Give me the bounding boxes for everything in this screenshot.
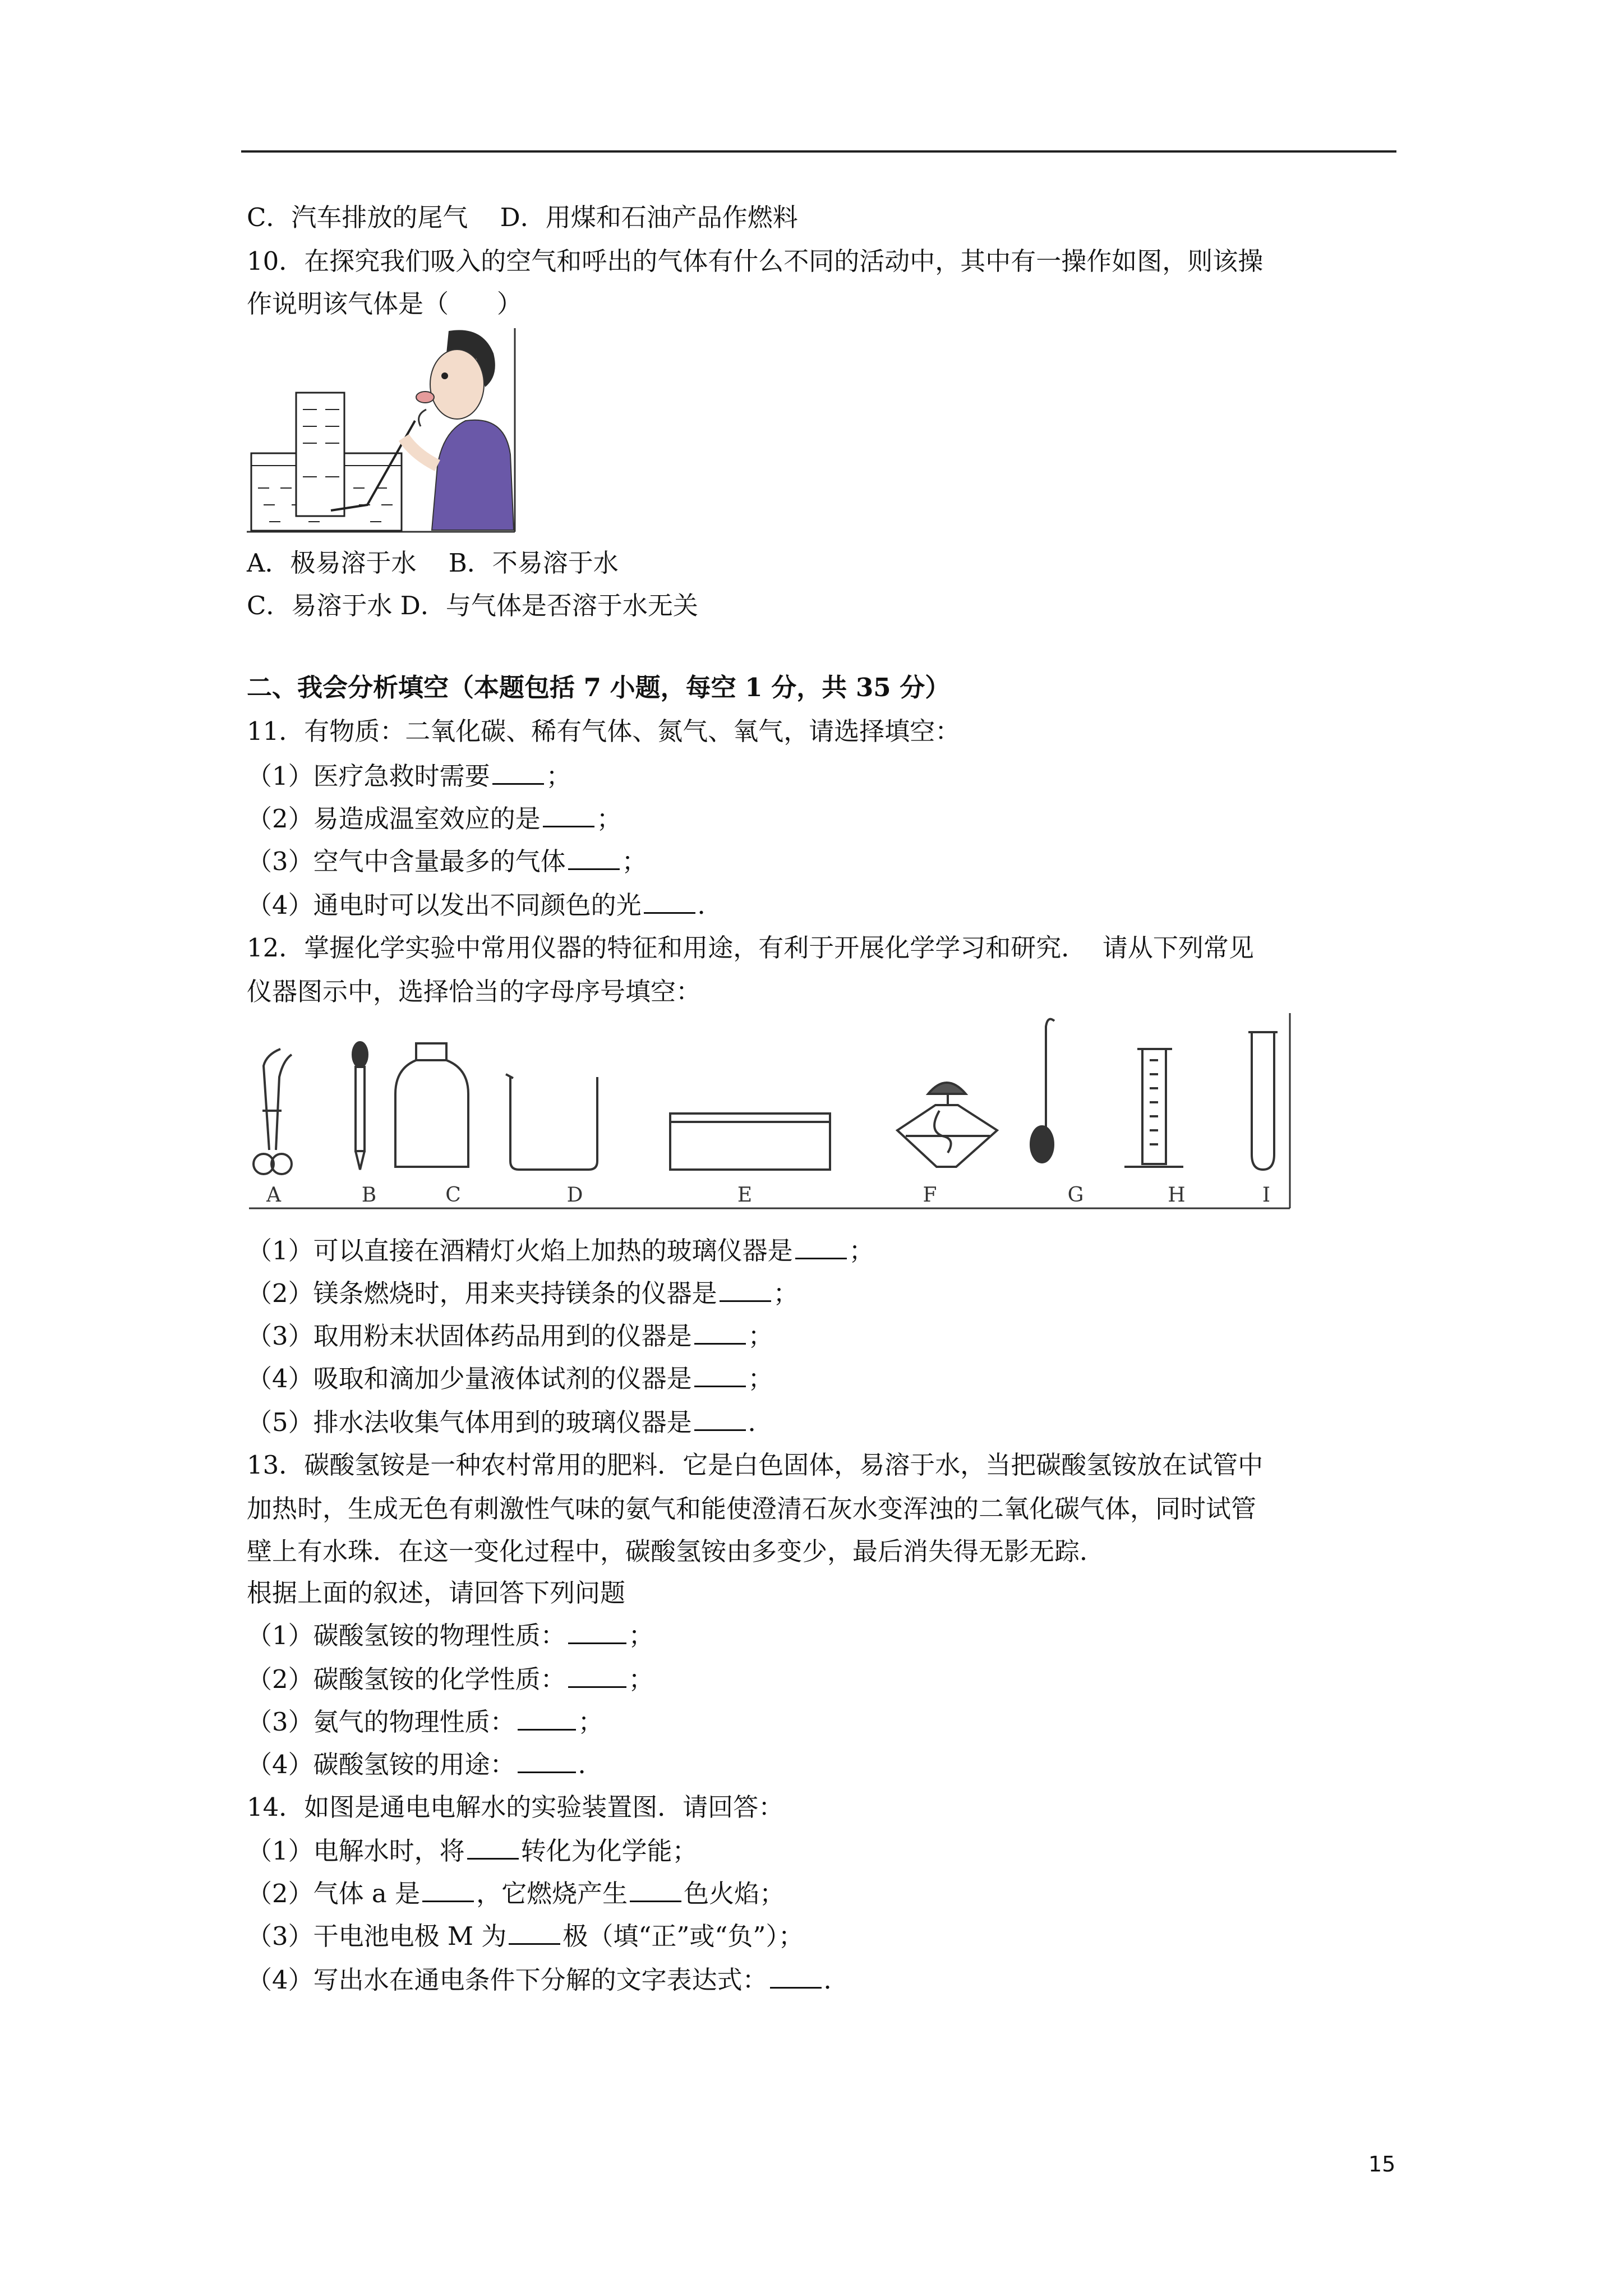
- q11-item-3: （3）空气中含量最多的气体 ；: [247, 846, 647, 876]
- answer-blank[interactable]: [518, 1706, 576, 1731]
- answer-blank[interactable]: [467, 1835, 519, 1860]
- answer-blank[interactable]: [644, 890, 695, 914]
- answer-blank[interactable]: [568, 1620, 626, 1644]
- q13-stem-line-2: 加热时，生成无色有刺激性气味的氨气和能使澄清石灰水变浑浊的二氧化碳气体，同时试管: [247, 1494, 1257, 1524]
- instrument-label: B: [361, 1184, 377, 1207]
- q11-stem: 11．有物质：二氧化碳、稀有气体、氮气、氧气，请选择填空：: [247, 716, 961, 746]
- q10-options-ab: A．极易溶于水 B．不易溶于水: [247, 548, 619, 578]
- exhaled-gas-collection-figure: [247, 325, 516, 533]
- answer-blank[interactable]: [694, 1320, 746, 1345]
- q10-stem-line-2: 作说明该气体是（ ）: [247, 289, 522, 319]
- q14-item-2: （2）气体 a 是 ，它燃烧产生 色火焰；: [247, 1879, 785, 1908]
- q13-item-1: （1）碳酸氢铵的物理性质： ；: [247, 1621, 654, 1650]
- q12-item-3: （3）取用粉末状固体药品用到的仪器是 ；: [247, 1321, 773, 1351]
- gas-collecting-bottle-drawing: [897, 1083, 997, 1167]
- answer-blank[interactable]: [568, 846, 620, 870]
- q11-item-1: （1）医疗急救时需要 ；: [247, 761, 571, 791]
- section-2-heading: 二、我会分析填空（本题包括 7 小题，每空 1 分，共 35 分）: [247, 673, 951, 702]
- instrument-label: G: [1067, 1184, 1084, 1207]
- answer-blank[interactable]: [543, 803, 594, 827]
- answer-blank[interactable]: [422, 1878, 474, 1902]
- q13-item-3: （3）氨气的物理性质： ；: [247, 1707, 603, 1737]
- answer-blank[interactable]: [509, 1921, 560, 1945]
- q13-item-4: （4）碳酸氢铵的用途： ．: [247, 1750, 603, 1779]
- q13-stem-line-1: 13．碳酸氢铵是一种农村常用的肥料．它是白色固体，易溶于水，当把碳酸氢铵放在试管中: [247, 1450, 1264, 1480]
- combustion-spoon-drawing: [1031, 1019, 1054, 1162]
- q14-item-4: （4）写出水在通电条件下分解的文字表达式： ．: [247, 1965, 849, 1995]
- instrument-label: A: [266, 1184, 281, 1207]
- header-rule: [241, 150, 1396, 153]
- q10-stem-line-1: 10．在探究我们吸入的空气和呼出的气体有什么不同的活动中，其中有一操作如图，则该操: [247, 246, 1264, 276]
- instrument-label: F: [923, 1184, 937, 1207]
- instrument-label: E: [737, 1184, 753, 1207]
- q10-options-cd: C．易溶于水 D．与气体是否溶于水无关: [247, 591, 698, 620]
- beaker-drawing: [506, 1074, 597, 1170]
- answer-blank[interactable]: [795, 1235, 847, 1259]
- q12-item-2: （2）镁条燃烧时，用来夹持镁条的仪器是 ；: [247, 1278, 799, 1308]
- dropper-drawing: [353, 1042, 367, 1170]
- instrument-label: D: [566, 1184, 583, 1207]
- q14-item-3: （3）干电池电极 M 为 极（填“正”或“负”）；: [247, 1921, 804, 1951]
- q9-options-cd: C．汽车排放的尾气 D．用煤和石油产品作燃料: [247, 203, 798, 232]
- q13-stem-line-3: 壁上有水珠．在这一变化过程中，碳酸氢铵由多变少，最后消失得无影无踪．: [247, 1536, 1105, 1566]
- answer-blank[interactable]: [568, 1664, 626, 1688]
- q14-stem: 14．如图是通电电解水的实验装置图．请回答：: [247, 1792, 784, 1822]
- graduated-cylinder-drawing: [1124, 1049, 1183, 1167]
- instrument-label: C: [445, 1184, 461, 1207]
- answer-blank[interactable]: [720, 1278, 771, 1302]
- crucible-tongs-drawing: [253, 1049, 292, 1174]
- q14-item-1: （1）电解水时，将 转化为化学能；: [247, 1836, 698, 1866]
- q12-stem-line-1: 12．掌握化学实验中常用仪器的特征和用途，有利于开展化学学习和研究． 请从下列常见: [247, 933, 1254, 963]
- lab-instruments-figure: [247, 1010, 1301, 1212]
- answer-blank[interactable]: [694, 1407, 746, 1431]
- instrument-label: H: [1168, 1184, 1186, 1207]
- q12-item-5: （5）排水法收集气体用到的玻璃仪器是 ．: [247, 1407, 773, 1437]
- answer-blank[interactable]: [694, 1363, 746, 1387]
- q12-item-4: （4）吸取和滴加少量液体试剂的仪器是 ；: [247, 1364, 773, 1393]
- q12-item-1: （1）可以直接在酒精灯火焰上加热的玻璃仪器是 ；: [247, 1236, 874, 1266]
- answer-blank[interactable]: [492, 761, 544, 785]
- q11-item-2: （2）易造成温室效应的是 ；: [247, 804, 622, 834]
- q13-item-2: （2）碳酸氢铵的化学性质： ；: [247, 1664, 654, 1694]
- answer-blank[interactable]: [770, 1964, 822, 1989]
- test-tube-drawing: [1248, 1032, 1278, 1170]
- instrument-label: I: [1262, 1184, 1271, 1207]
- answer-blank[interactable]: [630, 1878, 681, 1902]
- answer-blank[interactable]: [518, 1749, 576, 1773]
- wide-mouth-bottle-drawing: [395, 1043, 468, 1167]
- water-trough-drawing: [670, 1114, 830, 1170]
- q11-item-4: （4）通电时可以发出不同颜色的光 ．: [247, 890, 723, 920]
- q12-stem-line-2: 仪器图示中，选择恰当的字母序号填空：: [247, 977, 702, 1006]
- page-number: 15: [1368, 2152, 1396, 2177]
- q13-stem-line-4: 根据上面的叙述，请回答下列问题: [247, 1578, 626, 1608]
